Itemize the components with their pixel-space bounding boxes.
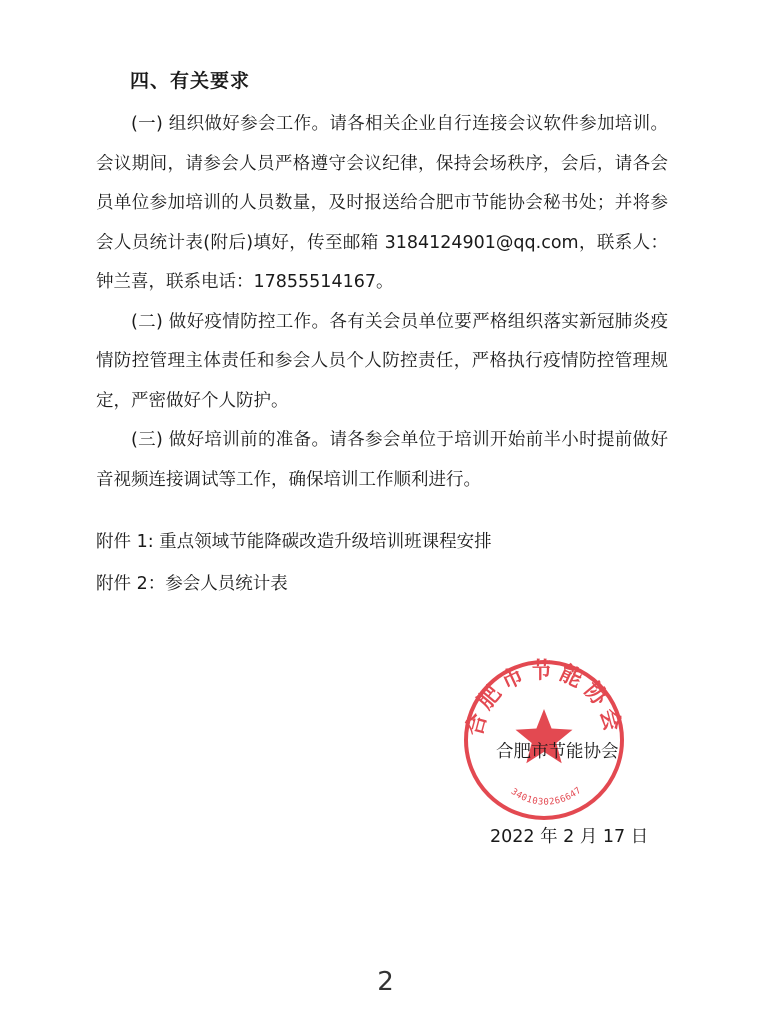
section-heading: 四、有关要求: [130, 70, 251, 92]
signature-date: 2022 年 2 月 17 日: [490, 827, 649, 847]
seal-name-text: 合肥市节能协会: [462, 658, 626, 739]
body-text: [96, 105, 668, 500]
paragraph-epidemic-control: (二) 做好疫情防控工作。各有关会员单位要严格组织落实新冠肺炎疫情防控管理主体责任和参会人员个人防控责任，严格执行疫情防控管理规定，严密做好个人防护。: [96, 311, 668, 411]
signature-organization: 合肥市节能协会: [496, 742, 619, 762]
paragraph-attendance: (一) 组织做好参会工作。请各相关企业自行连接会议软件参加培训。会议期间，请参会人员严格遵守会议纪律，保持会场秩序，会后，请各会员单位参加培训的人员数量，及时报送给合肥市节能协会秘书处；并将参会人员统计表(附后)填好，传至邮箱 3184124901@qq.com，联系人：钟兰喜，联系电话：17855514167。: [96, 114, 668, 292]
attachment-2: 附件 2：参会人员统计表: [96, 574, 288, 594]
paragraph-preparation: (三) 做好培训前的准备。请各参会单位于培训开始前半小时提前做好音视频连接调试等工作，确保培训工作顺利进行。: [96, 430, 668, 490]
attachment-1: 附件 1: 重点领域节能降碳改造升级培训班课程安排: [96, 532, 492, 552]
page-number: 2: [377, 967, 394, 997]
seal-code-text: 3401030266647: [508, 785, 584, 808]
